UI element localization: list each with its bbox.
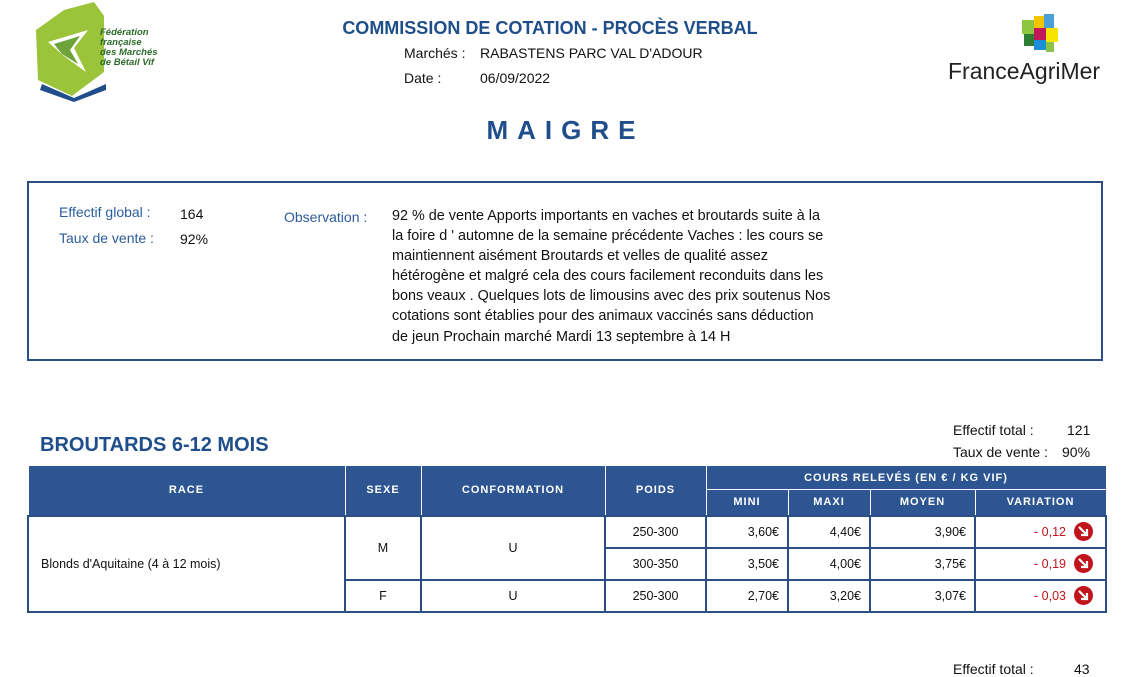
poids-cell: 250-300 <box>605 516 706 548</box>
observation-line: de jeun Prochain marché Mardi 13 septembre à 14 H <box>392 328 731 345</box>
effectif-global-value: 164 <box>180 206 204 222</box>
moyen-cell: 3,90€ <box>870 516 975 548</box>
observation-line: bons veaux . Quelques lots de limousins avec des prix soutenus Nos <box>392 288 831 305</box>
effectif-total-label: Effectif total : <box>953 422 1034 438</box>
taux-vente-total-label: Taux de vente : <box>953 444 1048 460</box>
taux-vente-total-value: 90% <box>1062 444 1091 460</box>
observation-line: 92 % de vente Apports importants en vaches et broutards suite à la <box>392 208 820 224</box>
variation-value: - 0,12 <box>1034 524 1066 539</box>
header-cours: COURS RELEVÉS (EN € / KG VIF) <box>706 466 1106 490</box>
ffmbv-logo <box>34 2 184 102</box>
observation-line: cotations sont établies pour des animaux vaccinés sans déduction <box>392 308 814 325</box>
header-conformation: CONFORMATION <box>421 466 605 516</box>
observation-line: la foire d ' automne de la semaine précédente Vaches : les cours se <box>392 228 824 245</box>
poids-cell: 250-300 <box>605 580 706 612</box>
taux-vente-value: 92% <box>180 231 209 247</box>
variation-cell <box>975 548 1106 580</box>
maxi-cell: 4,00€ <box>788 548 870 580</box>
header-race: RACE <box>28 466 345 516</box>
variation-value: - 0,03 <box>1034 588 1066 603</box>
header-sexe: SEXE <box>345 466 421 516</box>
mini-cell: 2,70€ <box>706 580 788 612</box>
conformation-cell: U <box>421 516 605 580</box>
observation-line: maintiennent aisément Broutards et velles de qualité assez <box>392 248 768 265</box>
effectif-total-value: 121 <box>1067 422 1091 438</box>
variation-cell <box>975 580 1106 612</box>
observation-label: Observation : <box>284 209 368 225</box>
date-label: Date : <box>404 70 442 86</box>
section-title: MAIGRE <box>486 115 645 145</box>
observation-line: hétérogène et malgré cela des cours facilement reconduits dans les <box>392 268 824 285</box>
mini-cell: 3,50€ <box>706 548 788 580</box>
race-cell: Blonds d'Aquitaine (4 à 12 mois) <box>28 516 345 612</box>
variation-value: - 0,19 <box>1034 556 1066 571</box>
broutards-title: BROUTARDS 6-12 MOIS <box>40 434 269 456</box>
franceagrimer-logo <box>944 14 1114 89</box>
franceagrimer-logo-text: FranceAgriMer <box>948 58 1101 84</box>
maxi-cell: 4,40€ <box>788 516 870 548</box>
table-row <box>28 516 1106 548</box>
taux-vente-label: Taux de vente : <box>59 230 154 246</box>
moyen-cell: 3,07€ <box>870 580 975 612</box>
observation-text <box>392 206 862 347</box>
mini-cell: 3,60€ <box>706 516 788 548</box>
header-mini: MINI <box>706 490 788 516</box>
next-effectif-total-value: 43 <box>1074 661 1090 677</box>
moyen-cell: 3,75€ <box>870 548 975 580</box>
next-effectif-total-label: Effectif total : <box>953 661 1034 677</box>
sexe-cell: F <box>345 580 421 612</box>
variation-cell <box>975 516 1106 548</box>
arrow-down-right-icon <box>1074 554 1093 573</box>
arrow-down-right-icon <box>1074 522 1093 541</box>
market-label: Marchés : <box>404 45 466 61</box>
poids-cell: 300-350 <box>605 548 706 580</box>
conformation-cell: U <box>421 580 605 612</box>
header-variation: VARIATION <box>975 490 1106 516</box>
header-poids: POIDS <box>605 466 706 516</box>
arrow-down-right-icon <box>1074 586 1093 605</box>
effectif-global-label: Effectif global : <box>59 204 151 220</box>
sexe-cell: M <box>345 516 421 580</box>
ffmbv-logo-text: Fédération française des Marchés de Bétail Vif <box>100 27 158 68</box>
header-moyen: MOYEN <box>870 490 975 516</box>
market-value: RABASTENS PARC VAL D'ADOUR <box>480 45 703 61</box>
cotation-table <box>27 465 1107 613</box>
date-value: 06/09/2022 <box>480 70 551 86</box>
maxi-cell: 3,20€ <box>788 580 870 612</box>
header-maxi: MAXI <box>788 490 870 516</box>
franceagrimer-logo-graphic <box>1020 14 1064 56</box>
document-title: COMMISSION DE COTATION - PROCÈS VERBAL <box>342 18 758 38</box>
